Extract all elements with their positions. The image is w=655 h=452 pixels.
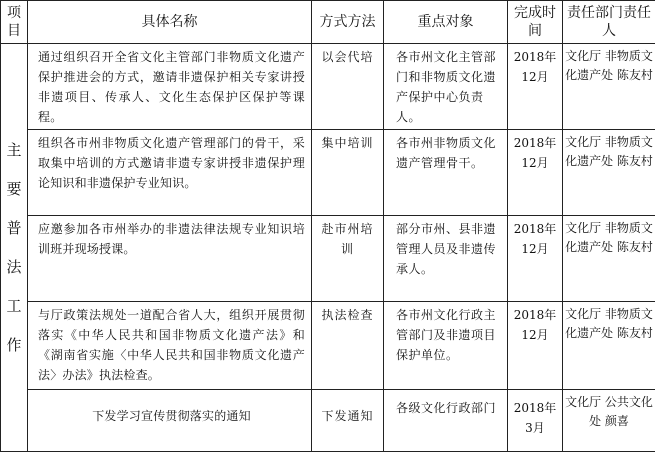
row-time: 2018年3月 [508, 390, 563, 452]
category-label: 主要普法工作 [6, 140, 22, 354]
row-name: 组织各市州非物质文化遗产管理部门的骨干，采取集中培训的方式邀请非遗专家讲授非遗保护理论知识和非遗保护专业知识。 [28, 130, 312, 216]
row-method: 集中培训 [312, 130, 384, 216]
row-target: 各市州文化行政主管部门及非遗项目保护单位。 [384, 302, 508, 390]
header-time: 完成时间 [508, 1, 563, 44]
row-target: 各市州文化主管部门和非物质文化遗产保护中心负责人。 [384, 44, 508, 130]
row-target: 部分市州、县非遗管理人员及非遗传承人。 [384, 216, 508, 302]
row-time: 2018年12月 [508, 44, 563, 130]
row-method: 赴市州培训 [312, 216, 384, 302]
table-row [1, 130, 655, 216]
row-name: 应邀参加各市州举办的非遗法律法规专业知识培训班并现场授课。 [28, 216, 312, 302]
row-name: 与厅政策法规处一道配合省人大，组织开展贯彻落实《中华人民共和国非物质文化遗产法》和《湖南省实施〈中华人民共和国非物质文化遗产法〉办法》执法检查。 [28, 302, 312, 390]
row-time: 2018年12月 [508, 130, 563, 216]
header-method: 方式方法 [312, 1, 384, 44]
header-item: 项目 [1, 1, 28, 44]
row-dept: 文化厅 非物质文化遗产处 陈友村 [563, 302, 655, 390]
header-row [1, 1, 655, 44]
row-target: 各级文化行政部门 [384, 390, 508, 452]
category-cell [1, 44, 28, 452]
row-dept: 文化厅 非物质文化遗产处 陈友村 [563, 44, 655, 130]
header-name: 具体名称 [28, 1, 312, 44]
row-dept: 文化厅 非物质文化遗产处 陈友村 [563, 130, 655, 216]
row-time: 2018年12月 [508, 302, 563, 390]
row-method: 执法检查 [312, 302, 384, 390]
header-target: 重点对象 [384, 1, 508, 44]
row-time: 2018年12月 [508, 216, 563, 302]
row-dept: 文化厅 非物质文化遗产处 陈友村 [563, 216, 655, 302]
table-row [1, 216, 655, 302]
table-row [1, 390, 655, 452]
table-row [1, 44, 655, 130]
row-method: 下发通知 [312, 390, 384, 452]
header-dept: 责任部门责任人 [563, 1, 655, 44]
row-target: 各市州非物质文化遗产管理骨干。 [384, 130, 508, 216]
row-name: 通过组织召开全省文化主管部门非物质文化遗产保护推进会的方式，邀请非遗保护相关专家讲授非遗项目、传承人、文化生态保护区保护等课程。 [28, 44, 312, 130]
row-name: 下发学习宣传贯彻落实的通知 [28, 390, 312, 452]
table-row [1, 302, 655, 390]
row-dept: 文化厅 公共文化处 颜喜 [563, 390, 655, 452]
row-method: 以会代培 [312, 44, 384, 130]
